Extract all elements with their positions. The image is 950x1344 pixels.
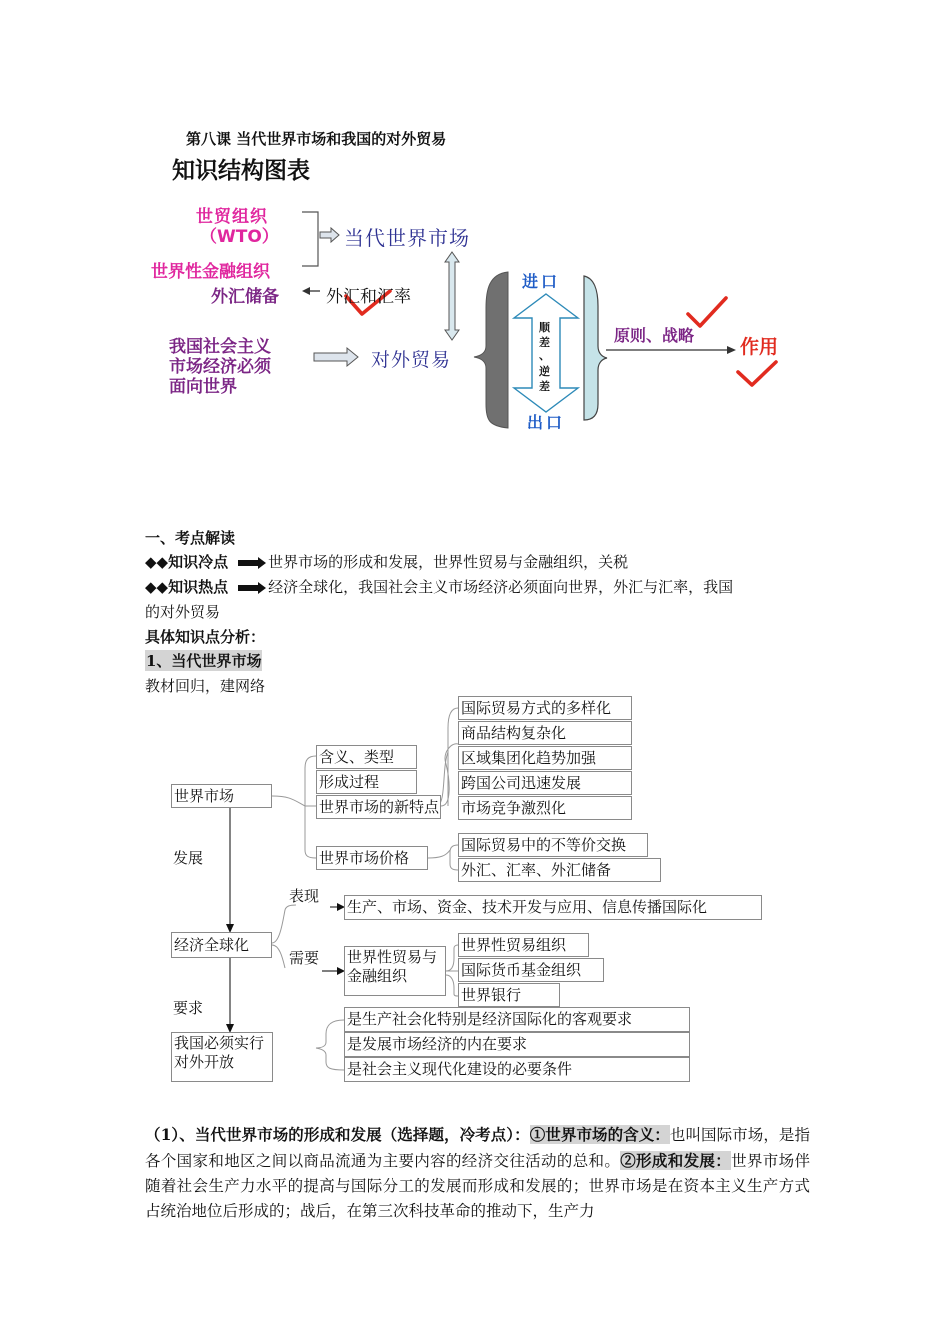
label-develop: 发展: [173, 849, 204, 867]
paragraph-lead: （1）、当代世界市场的形成和发展（选择题，冷考点）：: [145, 1125, 530, 1144]
highlight-formation: ②形成和发展：: [620, 1151, 732, 1170]
financial-org-label: 世界性金融组织: [151, 262, 270, 282]
surplus-char: 差: [539, 336, 550, 349]
hot-label: ◆◆知识热点: [145, 578, 229, 596]
hot-text: 经济全球化，我国社会主义市场经济必须面向世界，外汇与汇率，我国: [268, 578, 734, 596]
orgs-line2: 金融组织: [347, 967, 408, 985]
points-heading: 一、考点解读: [145, 529, 236, 547]
surplus-char: 顺: [539, 321, 550, 334]
analysis-heading: 具体知识点分析：: [145, 628, 266, 646]
node-meaning-type: 含义、类型: [316, 745, 417, 769]
label-require: 要求: [173, 999, 204, 1017]
review-text: 教材回归，建网络: [145, 677, 266, 695]
exchange-label: 外汇和汇率: [326, 287, 411, 307]
reserve-label: 外汇储备: [211, 287, 279, 307]
socialist-label-line3: 面向世界: [169, 377, 237, 397]
node-globalization: 经济全球化: [171, 932, 272, 958]
world-market-label: 当代世界市场: [344, 226, 470, 250]
wto-label: 世贸组织: [196, 207, 268, 227]
paragraph-text: 也叫国际市场，是指各个国家和地区之间以商品流通为主要内容的经济交往活动的总和。: [145, 1126, 810, 1170]
paragraph-text: 世界市场伴随着社会生产力水平的提高与国际分工的发展而形成和发展的；世界市场是在资本主义生产方式占统治地位后形成的；战后，在第三次科技革命的推动下，生产力: [145, 1152, 810, 1220]
section-title: 知识结构图表: [172, 158, 310, 184]
org-item: 世界银行: [458, 983, 560, 1007]
price-item: 国际贸易中的不等价交换: [458, 833, 648, 857]
deficit-char: 逆: [539, 365, 550, 378]
hot-text-continued: 的对外贸易: [145, 603, 221, 621]
reason-item: 是生产社会化特别是经济国际化的客观要求: [344, 1007, 690, 1032]
label-manifestation: 表现: [289, 887, 320, 905]
body-paragraph: [145, 1122, 810, 1224]
reason-item: 是社会主义现代化建设的必要条件: [344, 1057, 690, 1082]
effect-label: 作用: [740, 336, 779, 358]
org-item: 世界性贸易组织: [458, 933, 589, 957]
lesson-title: 第八课 当代世界市场和我国的对外贸易: [186, 130, 447, 148]
price-item: 外汇、汇率、外汇储备: [458, 858, 661, 882]
highlight-definition: ①世界市场的含义：: [529, 1125, 670, 1144]
manifestation-text: 生产、市场、资金、技术开发与应用、信息传播国际化: [344, 895, 762, 920]
wto-abbr-label: （WTO）: [200, 227, 279, 247]
opening-line2: 对外开放: [174, 1053, 235, 1071]
reason-item: 是发展市场经济的内在要求: [344, 1032, 690, 1057]
socialist-label-line2: 市场经济必须: [169, 357, 271, 377]
socialist-label-line1: 我国社会主义: [169, 337, 271, 357]
node-world-price: 世界市场价格: [316, 846, 428, 870]
node-opening-up: [171, 1032, 273, 1082]
feature-item: 跨国公司迅速发展: [458, 771, 632, 795]
surplus-separator: 、: [539, 349, 550, 362]
import-label: 进口: [522, 272, 561, 291]
cold-label: ◆◆知识冷点: [145, 553, 229, 571]
subsection-world-market: 1、当代世界市场: [146, 652, 262, 670]
node-world-market: 世界市场: [171, 784, 272, 808]
node-new-features: 世界市场的新特点: [316, 795, 441, 819]
deficit-char: 差: [539, 380, 550, 393]
org-item: 国际货币基金组织: [458, 958, 604, 982]
feature-item: 商品结构复杂化: [458, 721, 632, 745]
feature-item: 国际贸易方式的多样化: [458, 696, 632, 720]
feature-item: 市场竞争激烈化: [458, 796, 632, 820]
feature-item: 区域集团化趋势加强: [458, 746, 632, 770]
foreign-trade-label: 对外贸易: [371, 349, 452, 371]
node-formation: 形成过程: [316, 770, 417, 794]
node-trade-finance-orgs: [344, 946, 446, 996]
label-need: 需要: [289, 949, 320, 967]
principle-label: 原则、战略: [614, 326, 695, 345]
cold-text: 世界市场的形成和发展，世界性贸易与金融组织，关税: [268, 553, 629, 571]
opening-line1: 我国必须实行: [174, 1034, 265, 1052]
orgs-line1: 世界性贸易与: [347, 948, 438, 966]
export-label: 出口: [527, 413, 566, 432]
